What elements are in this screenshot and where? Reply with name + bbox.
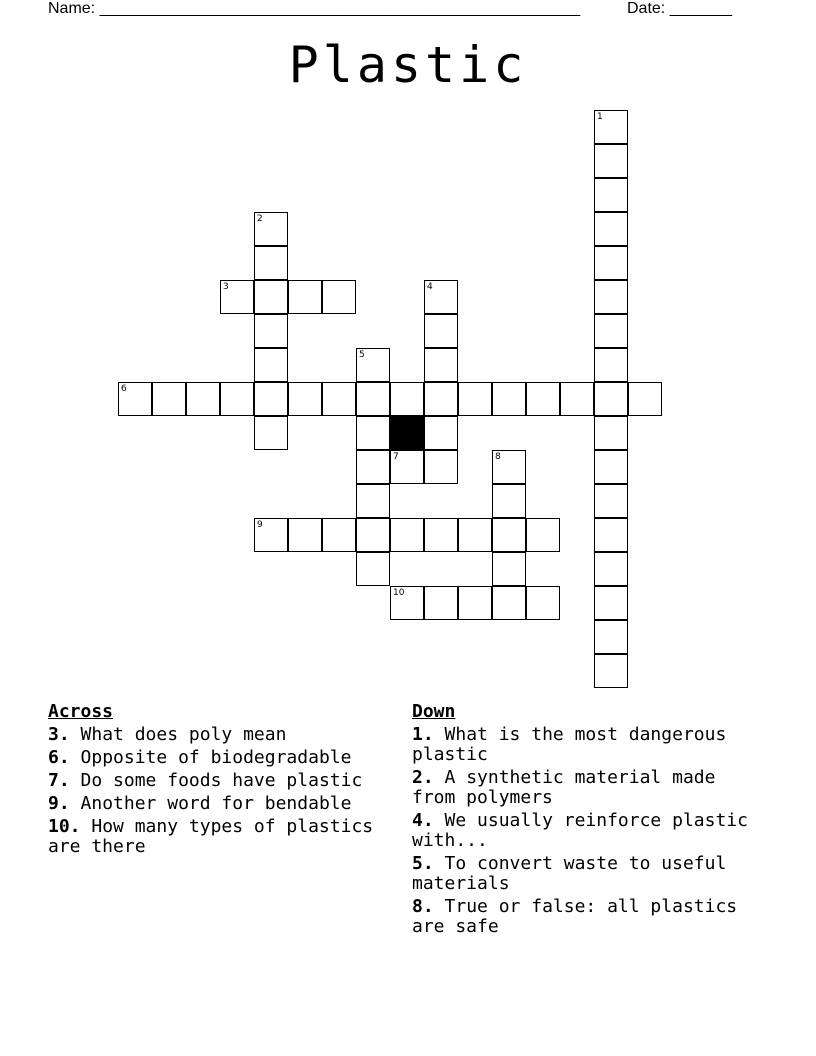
clue-number-label: 5 [359, 350, 365, 360]
crossword-cell[interactable] [288, 518, 322, 552]
crossword-cell[interactable] [594, 212, 628, 246]
crossword-cell[interactable] [458, 518, 492, 552]
down-clue [412, 768, 762, 808]
across-clue [48, 794, 388, 814]
crossword-cell[interactable] [356, 518, 390, 552]
crossword-cell[interactable] [322, 280, 356, 314]
clue-text: To convert waste to useful materials [412, 853, 727, 894]
clue-text: How many types of plastics are there [48, 816, 374, 857]
down-heading: Down [412, 701, 456, 722]
crossword-cell[interactable] [594, 484, 628, 518]
crossword-cell[interactable] [424, 348, 458, 382]
clue-number: 5. [412, 853, 434, 874]
clue-number-label: 8 [495, 452, 501, 462]
crossword-cell[interactable] [594, 144, 628, 178]
clue-number: 8. [412, 896, 434, 917]
crossword-cell[interactable] [356, 450, 390, 484]
crossword-cell[interactable] [356, 552, 390, 586]
down-clues [412, 702, 762, 940]
across-clue [48, 748, 388, 768]
down-clue [412, 811, 762, 851]
crossword-cell[interactable] [526, 586, 560, 620]
crossword-cell[interactable] [594, 450, 628, 484]
crossword-cell[interactable] [322, 382, 356, 416]
crossword-cell[interactable] [254, 416, 288, 450]
crossword-cell[interactable] [424, 416, 458, 450]
across-clue [48, 771, 388, 791]
crossword-cell[interactable] [560, 382, 594, 416]
clue-number-label: 2 [257, 214, 263, 224]
clue-number-label: 6 [121, 384, 127, 394]
crossword-cell[interactable] [492, 586, 526, 620]
crossword-cell[interactable] [458, 586, 492, 620]
crossword-cell[interactable] [594, 178, 628, 212]
crossword-cell[interactable] [254, 348, 288, 382]
clue-number: 4. [412, 810, 434, 831]
crossword-cell[interactable] [288, 280, 322, 314]
clue-text: We usually reinforce plastic with... [412, 810, 748, 851]
crossword-cell[interactable] [594, 280, 628, 314]
crossword-cell[interactable] [186, 382, 220, 416]
crossword-cell[interactable] [424, 314, 458, 348]
crossword-cell[interactable] [594, 382, 628, 416]
crossword-cell[interactable] [356, 348, 390, 382]
across-clues [48, 702, 388, 860]
down-clue [412, 897, 762, 937]
crossword-cell[interactable] [356, 382, 390, 416]
crossword-cell[interactable] [254, 382, 288, 416]
crossword-cell[interactable] [424, 280, 458, 314]
clue-number: 2. [412, 767, 434, 788]
crossword-cell[interactable] [254, 314, 288, 348]
crossword-cell[interactable] [492, 552, 526, 586]
crossword-cell[interactable] [322, 518, 356, 552]
crossword-cell[interactable] [118, 382, 152, 416]
crossword-cell[interactable] [594, 110, 628, 144]
crossword-cell[interactable] [152, 382, 186, 416]
crossword-cell[interactable] [526, 518, 560, 552]
down-clue [412, 725, 762, 765]
crossword-cell[interactable] [526, 382, 560, 416]
across-heading: Across [48, 701, 114, 722]
clue-text: A synthetic material made from polymers [412, 767, 716, 808]
crossword-cell[interactable] [356, 484, 390, 518]
clue-number-label: 1 [597, 112, 603, 122]
crossword-cell[interactable] [254, 280, 288, 314]
crossword-cell[interactable] [390, 518, 424, 552]
clue-number-label: 4 [427, 282, 433, 292]
crossword-cell[interactable] [424, 382, 458, 416]
crossword-cell[interactable] [254, 246, 288, 280]
crossword-cell[interactable] [220, 382, 254, 416]
clue-number-label: 3 [223, 282, 229, 292]
page-title: Plastic [288, 36, 528, 94]
crossword-cell[interactable] [220, 280, 254, 314]
crossword-cell[interactable] [424, 450, 458, 484]
crossword-cell[interactable] [424, 518, 458, 552]
clue-text: Another word for bendable [80, 793, 352, 814]
clue-text: True or false: all plastics are safe [412, 896, 738, 937]
date-field-label: Date: _______ [627, 0, 732, 17]
crossword-cell[interactable] [492, 484, 526, 518]
across-clue [48, 725, 388, 745]
crossword-cell[interactable] [288, 382, 322, 416]
crossword-cell[interactable] [594, 348, 628, 382]
crossword-cell[interactable] [254, 212, 288, 246]
crossword-cell[interactable] [356, 416, 390, 450]
crossword-cell[interactable] [424, 586, 458, 620]
clue-number: 3. [48, 724, 70, 745]
clue-text: What does poly mean [80, 724, 287, 745]
crossword-cell[interactable] [594, 620, 628, 654]
crossword-cell[interactable] [594, 552, 628, 586]
crossword-cell[interactable] [492, 382, 526, 416]
crossword-cell[interactable] [390, 450, 424, 484]
crossword-cell[interactable] [594, 586, 628, 620]
clue-text: Opposite of biodegradable [80, 747, 352, 768]
clue-number: 9. [48, 793, 70, 814]
clue-number: 1. [412, 724, 434, 745]
down-clue [412, 854, 762, 894]
crossword-cell[interactable] [390, 586, 424, 620]
crossword-cell[interactable] [492, 450, 526, 484]
crossword-cell[interactable] [594, 518, 628, 552]
crossword-cell[interactable] [594, 314, 628, 348]
crossword-cell[interactable] [594, 416, 628, 450]
black-cell [390, 416, 424, 450]
crossword-cell[interactable] [254, 518, 288, 552]
crossword-cell[interactable] [492, 518, 526, 552]
clue-number: 6. [48, 747, 70, 768]
clue-number: 7. [48, 770, 70, 791]
crossword-cell[interactable] [628, 382, 662, 416]
clue-number-label: 9 [257, 520, 263, 530]
crossword-cell[interactable] [594, 246, 628, 280]
clue-number-label: 10 [393, 588, 405, 598]
crossword-cell[interactable] [594, 654, 628, 688]
clue-text: Do some foods have plastic [80, 770, 363, 791]
clue-number-label: 7 [393, 452, 399, 462]
name-field-label: Name: ______________________________________________________ [48, 0, 581, 17]
crossword-cell[interactable] [390, 382, 424, 416]
clue-number: 10. [48, 816, 81, 837]
clue-text: What is the most dangerous plastic [412, 724, 727, 765]
across-clue [48, 817, 388, 857]
crossword-cell[interactable] [458, 382, 492, 416]
